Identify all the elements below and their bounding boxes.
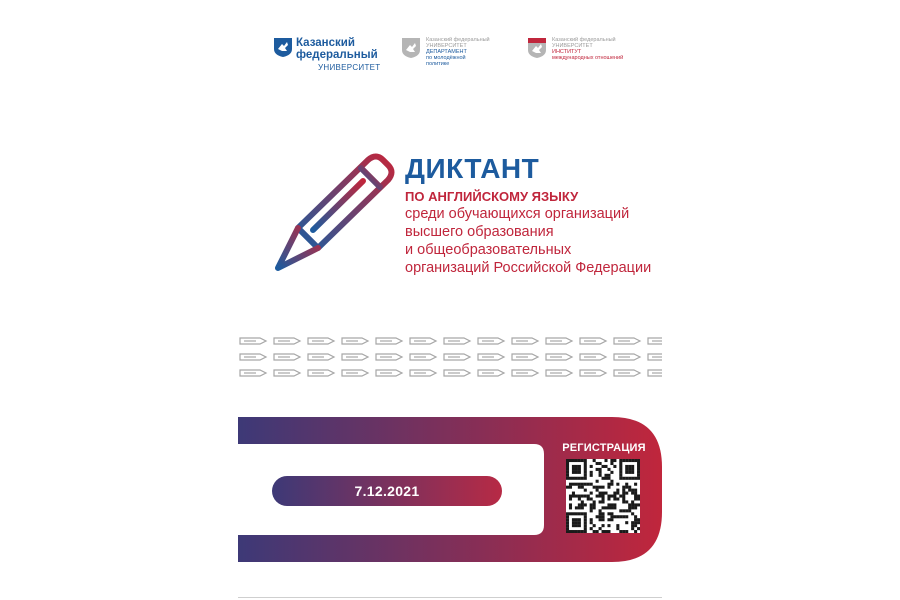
pattern-pencil <box>376 370 402 376</box>
institute-line3: ИНСТИТУТ <box>552 49 582 55</box>
pattern-pencil <box>478 370 504 376</box>
pencil-icon <box>268 150 398 275</box>
institute-line4: международных отношений <box>552 55 624 61</box>
institute-line1: Казанский федеральный <box>552 37 616 43</box>
page-title: ДИКТАНТ <box>405 153 540 184</box>
pattern-pencil <box>342 354 368 360</box>
pattern-pencil <box>648 338 662 344</box>
pattern-pencil <box>240 370 266 376</box>
pattern-pencil <box>240 354 266 360</box>
pattern-pencil <box>614 354 640 360</box>
pattern-pencil <box>546 370 572 376</box>
kfu-name-line3: УНИВЕРСИТЕТ <box>318 63 381 72</box>
pattern-pencil <box>614 338 640 344</box>
pattern-pencil <box>342 338 368 344</box>
event-date: 7.12.2021 <box>272 476 502 506</box>
pattern-pencil <box>308 338 334 344</box>
description-line: организаций Российской Федерации <box>405 260 652 276</box>
qr-code-icon[interactable] <box>566 459 640 533</box>
department-line4: по молодёжной <box>426 55 466 61</box>
institute-line2: УНИВЕРСИТЕТ <box>552 43 593 49</box>
pattern-pencil <box>546 354 572 360</box>
department-line5: политике <box>426 61 450 67</box>
pattern-pencil <box>274 370 300 376</box>
pattern-pencil <box>410 338 436 344</box>
divider <box>238 597 662 598</box>
department-line1: Казанский федеральный <box>426 37 490 43</box>
pattern-pencil <box>376 338 402 344</box>
pattern-pencil <box>342 370 368 376</box>
pattern-pencil <box>308 354 334 360</box>
pattern-pencil <box>410 370 436 376</box>
pattern-pencil <box>444 338 470 344</box>
pattern-pencil <box>478 354 504 360</box>
pattern-pencil <box>444 354 470 360</box>
institute-logo-icon <box>526 36 548 60</box>
pattern-pencil <box>512 370 538 376</box>
kfu-name-line2: федеральный <box>296 49 378 61</box>
registration-label: РЕГИСТРАЦИЯ <box>562 442 646 454</box>
kfu-name-line1: Казанский <box>296 37 355 49</box>
logo-header <box>272 36 672 80</box>
pattern-pencil <box>580 354 606 360</box>
description-line: высшего образования <box>405 224 554 240</box>
page-subtitle: ПО АНГЛИЙСКОМУ ЯЗЫКУ <box>405 189 579 204</box>
pattern-pencil <box>240 338 266 344</box>
headline <box>405 153 651 277</box>
pattern-pencil <box>580 338 606 344</box>
department-line3: ДЕПАРТАМЕНТ <box>426 49 467 55</box>
pattern-pencil <box>376 354 402 360</box>
pattern-pencil <box>274 354 300 360</box>
pattern-pencil <box>580 370 606 376</box>
pattern-pencil <box>512 354 538 360</box>
pattern-pencil <box>512 338 538 344</box>
department-line2: УНИВЕРСИТЕТ <box>426 43 467 49</box>
description-line: среди обучающихся организаций <box>405 206 630 222</box>
description-line: и общеобразовательных <box>405 242 572 258</box>
pattern-pencil <box>308 370 334 376</box>
pattern-pencil <box>410 354 436 360</box>
description <box>405 205 651 277</box>
pattern-pencil <box>478 338 504 344</box>
pattern-pencil <box>274 338 300 344</box>
pencil-pattern <box>238 334 662 386</box>
pattern-pencil <box>648 354 662 360</box>
pattern-pencil <box>614 370 640 376</box>
pattern-pencil <box>546 338 572 344</box>
pattern-pencil <box>648 370 662 376</box>
department-logo-icon <box>400 36 422 60</box>
kfu-logo-icon <box>272 36 294 58</box>
pattern-pencil <box>444 370 470 376</box>
